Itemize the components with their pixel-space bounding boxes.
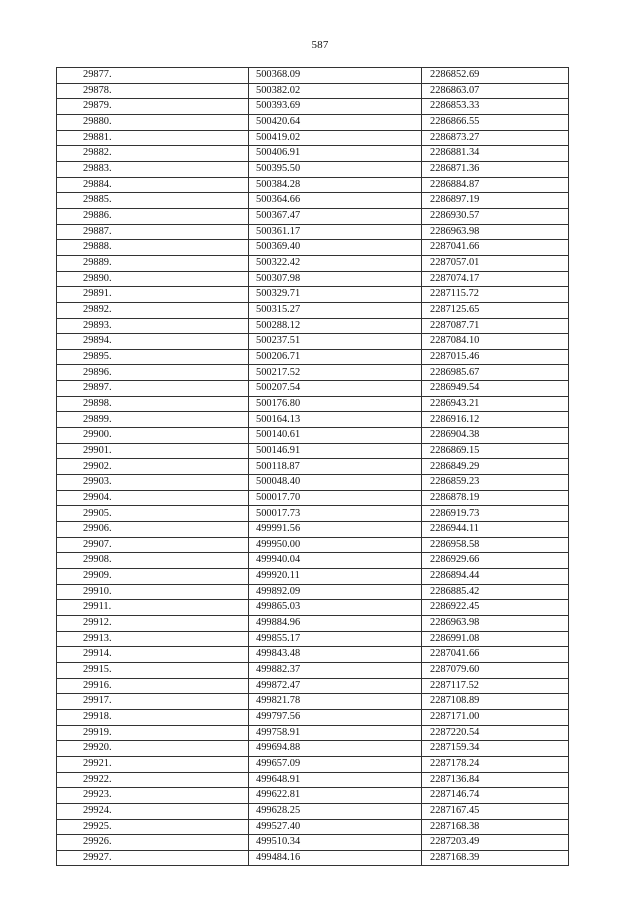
point-number-cell: 29902. <box>57 459 249 475</box>
table-row <box>57 694 569 710</box>
table-row <box>57 381 569 397</box>
x-coordinate-cell: 500140.61 <box>249 428 422 444</box>
y-coordinate-cell: 2286963.98 <box>422 224 569 240</box>
y-coordinate-cell: 2286852.69 <box>422 68 569 84</box>
point-number-cell: 29924. <box>57 803 249 819</box>
point-number-cell: 29901. <box>57 443 249 459</box>
table-row <box>57 553 569 569</box>
point-number-cell: 29916. <box>57 678 249 694</box>
x-coordinate-cell: 500307.98 <box>249 271 422 287</box>
y-coordinate-cell: 2286943.21 <box>422 396 569 412</box>
point-number-cell: 29890. <box>57 271 249 287</box>
point-number-cell: 29906. <box>57 522 249 538</box>
point-number-cell: 29881. <box>57 130 249 146</box>
point-number-cell: 29926. <box>57 835 249 851</box>
x-coordinate-cell: 499865.03 <box>249 600 422 616</box>
y-coordinate-cell: 2286871.36 <box>422 161 569 177</box>
y-coordinate-cell: 2286897.19 <box>422 193 569 209</box>
x-coordinate-cell: 499797.56 <box>249 709 422 725</box>
point-number-cell: 29878. <box>57 83 249 99</box>
table-row <box>57 334 569 350</box>
table-row <box>57 412 569 428</box>
y-coordinate-cell: 2286894.44 <box>422 569 569 585</box>
point-number-cell: 29889. <box>57 255 249 271</box>
x-coordinate-cell: 500382.02 <box>249 83 422 99</box>
point-number-cell: 29882. <box>57 146 249 162</box>
point-number-cell: 29896. <box>57 365 249 381</box>
y-coordinate-cell: 2286904.38 <box>422 428 569 444</box>
x-coordinate-cell: 499628.25 <box>249 803 422 819</box>
table-row <box>57 803 569 819</box>
y-coordinate-cell: 2286963.98 <box>422 615 569 631</box>
point-number-cell: 29894. <box>57 334 249 350</box>
point-number-cell: 29898. <box>57 396 249 412</box>
point-number-cell: 29899. <box>57 412 249 428</box>
x-coordinate-cell: 500017.70 <box>249 490 422 506</box>
x-coordinate-cell: 499991.56 <box>249 522 422 538</box>
x-coordinate-cell: 500207.54 <box>249 381 422 397</box>
coordinates-table-body <box>57 68 569 866</box>
point-number-cell: 29927. <box>57 850 249 866</box>
point-number-cell: 29884. <box>57 177 249 193</box>
y-coordinate-cell: 2286878.19 <box>422 490 569 506</box>
x-coordinate-cell: 499648.91 <box>249 772 422 788</box>
point-number-cell: 29891. <box>57 287 249 303</box>
x-coordinate-cell: 500419.02 <box>249 130 422 146</box>
x-coordinate-cell: 500395.50 <box>249 161 422 177</box>
x-coordinate-cell: 500329.71 <box>249 287 422 303</box>
y-coordinate-cell: 2287168.39 <box>422 850 569 866</box>
x-coordinate-cell: 499950.00 <box>249 537 422 553</box>
y-coordinate-cell: 2287168.38 <box>422 819 569 835</box>
table-row <box>57 130 569 146</box>
x-coordinate-cell: 499940.04 <box>249 553 422 569</box>
table-row <box>57 99 569 115</box>
y-coordinate-cell: 2287220.54 <box>422 725 569 741</box>
y-coordinate-cell: 2287167.45 <box>422 803 569 819</box>
point-number-cell: 29892. <box>57 302 249 318</box>
x-coordinate-cell: 500367.47 <box>249 208 422 224</box>
y-coordinate-cell: 2287117.52 <box>422 678 569 694</box>
y-coordinate-cell: 2287079.60 <box>422 662 569 678</box>
y-coordinate-cell: 2286930.57 <box>422 208 569 224</box>
point-number-cell: 29880. <box>57 114 249 130</box>
table-row <box>57 678 569 694</box>
point-number-cell: 29886. <box>57 208 249 224</box>
table-row <box>57 819 569 835</box>
x-coordinate-cell: 500384.28 <box>249 177 422 193</box>
point-number-cell: 29903. <box>57 475 249 491</box>
point-number-cell: 29912. <box>57 615 249 631</box>
table-row <box>57 475 569 491</box>
y-coordinate-cell: 2286958.58 <box>422 537 569 553</box>
y-coordinate-cell: 2287041.66 <box>422 647 569 663</box>
y-coordinate-cell: 2287087.71 <box>422 318 569 334</box>
y-coordinate-cell: 2287146.74 <box>422 788 569 804</box>
table-row <box>57 615 569 631</box>
point-number-cell: 29922. <box>57 772 249 788</box>
x-coordinate-cell: 499843.48 <box>249 647 422 663</box>
point-number-cell: 29905. <box>57 506 249 522</box>
x-coordinate-cell: 500420.64 <box>249 114 422 130</box>
point-number-cell: 29887. <box>57 224 249 240</box>
point-number-cell: 29897. <box>57 381 249 397</box>
point-number-cell: 29888. <box>57 240 249 256</box>
x-coordinate-cell: 499622.81 <box>249 788 422 804</box>
x-coordinate-cell: 500146.91 <box>249 443 422 459</box>
table-row <box>57 271 569 287</box>
x-coordinate-cell: 500322.42 <box>249 255 422 271</box>
y-coordinate-cell: 2287057.01 <box>422 255 569 271</box>
point-number-cell: 29913. <box>57 631 249 647</box>
x-coordinate-cell: 500406.91 <box>249 146 422 162</box>
table-row <box>57 835 569 851</box>
y-coordinate-cell: 2286985.67 <box>422 365 569 381</box>
table-row <box>57 255 569 271</box>
y-coordinate-cell: 2286919.73 <box>422 506 569 522</box>
y-coordinate-cell: 2286853.33 <box>422 99 569 115</box>
x-coordinate-cell: 500393.69 <box>249 99 422 115</box>
x-coordinate-cell: 500368.09 <box>249 68 422 84</box>
x-coordinate-cell: 499872.47 <box>249 678 422 694</box>
x-coordinate-cell: 500364.66 <box>249 193 422 209</box>
point-number-cell: 29917. <box>57 694 249 710</box>
table-row <box>57 631 569 647</box>
y-coordinate-cell: 2286929.66 <box>422 553 569 569</box>
table-row <box>57 772 569 788</box>
table-row <box>57 208 569 224</box>
table-row <box>57 537 569 553</box>
table-row <box>57 161 569 177</box>
x-coordinate-cell: 499892.09 <box>249 584 422 600</box>
x-coordinate-cell: 499884.96 <box>249 615 422 631</box>
x-coordinate-cell: 500118.87 <box>249 459 422 475</box>
point-number-cell: 29911. <box>57 600 249 616</box>
point-number-cell: 29885. <box>57 193 249 209</box>
table-row <box>57 709 569 725</box>
x-coordinate-cell: 499758.91 <box>249 725 422 741</box>
table-row <box>57 302 569 318</box>
table-row <box>57 569 569 585</box>
point-number-cell: 29908. <box>57 553 249 569</box>
point-number-cell: 29893. <box>57 318 249 334</box>
y-coordinate-cell: 2286859.23 <box>422 475 569 491</box>
table-row <box>57 193 569 209</box>
x-coordinate-cell: 499855.17 <box>249 631 422 647</box>
x-coordinate-cell: 500237.51 <box>249 334 422 350</box>
point-number-cell: 29921. <box>57 756 249 772</box>
table-row <box>57 725 569 741</box>
x-coordinate-cell: 499920.11 <box>249 569 422 585</box>
table-row <box>57 318 569 334</box>
y-coordinate-cell: 2286916.12 <box>422 412 569 428</box>
point-number-cell: 29907. <box>57 537 249 553</box>
x-coordinate-cell: 499484.16 <box>249 850 422 866</box>
table-row <box>57 788 569 804</box>
y-coordinate-cell: 2287136.84 <box>422 772 569 788</box>
point-number-cell: 29915. <box>57 662 249 678</box>
y-coordinate-cell: 2287125.65 <box>422 302 569 318</box>
table-row <box>57 600 569 616</box>
x-coordinate-cell: 499510.34 <box>249 835 422 851</box>
x-coordinate-cell: 500217.52 <box>249 365 422 381</box>
point-number-cell: 29879. <box>57 99 249 115</box>
y-coordinate-cell: 2287171.00 <box>422 709 569 725</box>
page-number: 587 <box>311 39 329 51</box>
y-coordinate-cell: 2287115.72 <box>422 287 569 303</box>
table-row <box>57 177 569 193</box>
x-coordinate-cell: 499882.37 <box>249 662 422 678</box>
table-row <box>57 850 569 866</box>
x-coordinate-cell: 500164.13 <box>249 412 422 428</box>
table-row <box>57 662 569 678</box>
point-number-cell: 29900. <box>57 428 249 444</box>
y-coordinate-cell: 2286884.87 <box>422 177 569 193</box>
table-row <box>57 459 569 475</box>
table-row <box>57 349 569 365</box>
coordinates-table <box>56 67 569 866</box>
table-row <box>57 68 569 84</box>
table-row <box>57 146 569 162</box>
table-row <box>57 506 569 522</box>
y-coordinate-cell: 2286849.29 <box>422 459 569 475</box>
table-row <box>57 756 569 772</box>
table-row <box>57 522 569 538</box>
point-number-cell: 29923. <box>57 788 249 804</box>
y-coordinate-cell: 2286885.42 <box>422 584 569 600</box>
table-row <box>57 365 569 381</box>
x-coordinate-cell: 500206.71 <box>249 349 422 365</box>
y-coordinate-cell: 2287074.17 <box>422 271 569 287</box>
y-coordinate-cell: 2286922.45 <box>422 600 569 616</box>
x-coordinate-cell: 500288.12 <box>249 318 422 334</box>
x-coordinate-cell: 500315.27 <box>249 302 422 318</box>
table-row <box>57 428 569 444</box>
x-coordinate-cell: 500369.40 <box>249 240 422 256</box>
table-row <box>57 584 569 600</box>
table-row <box>57 240 569 256</box>
y-coordinate-cell: 2286873.27 <box>422 130 569 146</box>
y-coordinate-cell: 2286991.08 <box>422 631 569 647</box>
y-coordinate-cell: 2287041.66 <box>422 240 569 256</box>
y-coordinate-cell: 2286866.55 <box>422 114 569 130</box>
table-row <box>57 490 569 506</box>
y-coordinate-cell: 2287159.34 <box>422 741 569 757</box>
table-row <box>57 224 569 240</box>
x-coordinate-cell: 500017.73 <box>249 506 422 522</box>
point-number-cell: 29918. <box>57 709 249 725</box>
point-number-cell: 29877. <box>57 68 249 84</box>
table-row <box>57 443 569 459</box>
y-coordinate-cell: 2287084.10 <box>422 334 569 350</box>
point-number-cell: 29909. <box>57 569 249 585</box>
y-coordinate-cell: 2286949.54 <box>422 381 569 397</box>
point-number-cell: 29920. <box>57 741 249 757</box>
x-coordinate-cell: 499527.40 <box>249 819 422 835</box>
y-coordinate-cell: 2286944.11 <box>422 522 569 538</box>
y-coordinate-cell: 2287015.46 <box>422 349 569 365</box>
y-coordinate-cell: 2287203.49 <box>422 835 569 851</box>
y-coordinate-cell: 2287108.89 <box>422 694 569 710</box>
point-number-cell: 29914. <box>57 647 249 663</box>
table-row <box>57 396 569 412</box>
point-number-cell: 29883. <box>57 161 249 177</box>
table-row <box>57 114 569 130</box>
x-coordinate-cell: 500048.40 <box>249 475 422 491</box>
point-number-cell: 29904. <box>57 490 249 506</box>
y-coordinate-cell: 2287178.24 <box>422 756 569 772</box>
table-row <box>57 83 569 99</box>
point-number-cell: 29910. <box>57 584 249 600</box>
point-number-cell: 29895. <box>57 349 249 365</box>
table-row <box>57 287 569 303</box>
point-number-cell: 29925. <box>57 819 249 835</box>
x-coordinate-cell: 500176.80 <box>249 396 422 412</box>
x-coordinate-cell: 499657.09 <box>249 756 422 772</box>
y-coordinate-cell: 2286881.34 <box>422 146 569 162</box>
x-coordinate-cell: 499694.88 <box>249 741 422 757</box>
x-coordinate-cell: 499821.78 <box>249 694 422 710</box>
table-row <box>57 741 569 757</box>
point-number-cell: 29919. <box>57 725 249 741</box>
y-coordinate-cell: 2286869.15 <box>422 443 569 459</box>
table-row <box>57 647 569 663</box>
y-coordinate-cell: 2286863.07 <box>422 83 569 99</box>
x-coordinate-cell: 500361.17 <box>249 224 422 240</box>
